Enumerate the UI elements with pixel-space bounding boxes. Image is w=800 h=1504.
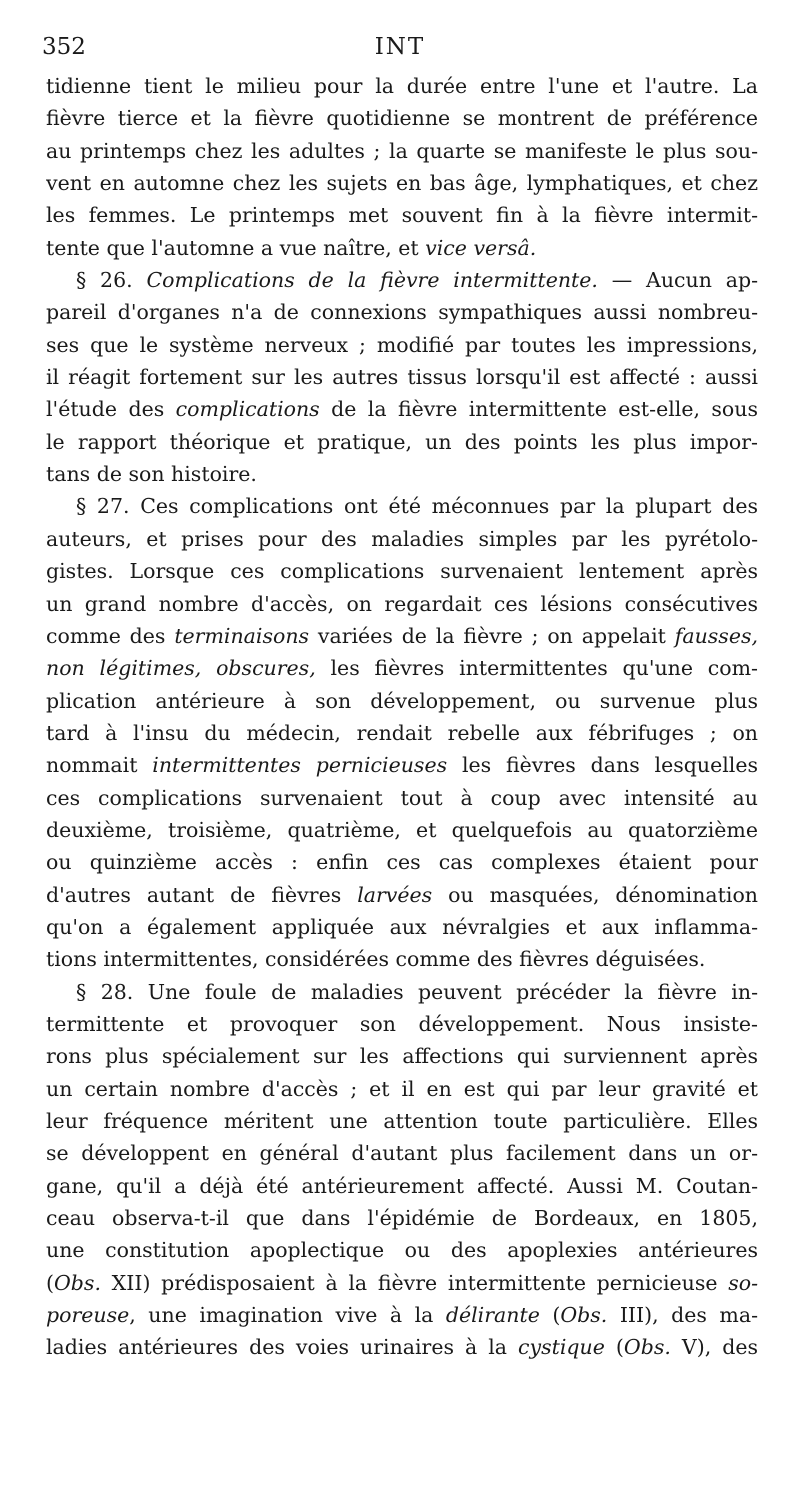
text-segment: les femmes. Le printemps met souvent fin à la fièvre intermit- — [46, 203, 758, 228]
text-line — [46, 1170, 758, 1202]
running-head: INT — [374, 34, 426, 60]
italic-text: poreuse — [46, 1303, 130, 1328]
text-line — [46, 264, 758, 296]
text-line — [46, 814, 758, 846]
text-segment: de la fièvre intermittente est-elle, sous — [319, 397, 758, 422]
text-segment: § 28. Une foule de maladies peuvent précéder la fièvre in- — [76, 979, 758, 1004]
text-segment: tans de son histoire. — [46, 462, 257, 487]
text-segment: vent en automne chez les sujets en bas âge, lymphatiques, et chez — [46, 171, 758, 196]
text-segment: fièvre tierce et la fièvre quotidienne se montrent de préférence — [46, 106, 758, 131]
text-line — [46, 296, 758, 328]
text-segment: les fièvres intermittentes qu'une com- — [315, 656, 758, 681]
text-segment: § 26. — [76, 268, 147, 293]
text-segment: tidienne tient le milieu pour la durée entre l'une et l'autre. La — [46, 74, 758, 98]
text-line — [46, 232, 758, 264]
text-segment: un certain nombre d'accès ; et il en est qui par leur gravité et — [46, 1076, 758, 1101]
italic-text: complications — [175, 397, 320, 422]
text-segment: auteurs, et prises pour des maladies simples par les pyrétolo- — [46, 526, 758, 551]
text-line — [46, 393, 758, 425]
text-segment: ceau observa-t-il que dans l'épidémie de Bordeaux, en 1805, — [46, 1206, 758, 1231]
text-segment: III), des ma- — [607, 1303, 758, 1328]
text-line — [46, 1234, 758, 1266]
text-line — [46, 1073, 758, 1105]
text-segment: il réagit fortement sur les autres tissus lorsqu'il est affecté : aussi — [46, 365, 758, 390]
text-line — [46, 749, 758, 781]
page-header — [42, 34, 758, 64]
text-segment: ( — [539, 1303, 561, 1328]
italic-text: cystique — [518, 1335, 605, 1360]
text-line — [46, 652, 758, 684]
text-segment: tente que l'automne a vue naître, et — [46, 235, 426, 260]
text-line — [46, 911, 758, 943]
text-segment: l'étude des — [46, 397, 176, 422]
text-line — [46, 717, 758, 749]
text-line — [46, 426, 758, 458]
text-line — [46, 361, 758, 393]
text-segment: variées de la fièvre ; on appelait — [309, 623, 675, 648]
text-line — [46, 490, 758, 522]
text-line — [46, 329, 758, 361]
text-segment: qu'on a également appliquée aux névralgies et aux inflamma- — [46, 914, 758, 939]
text-line — [46, 620, 758, 652]
text-line — [46, 70, 758, 102]
text-segment: ( — [604, 1335, 624, 1360]
italic-text: intermittentes pernicieuses — [152, 753, 448, 778]
italic-text: larvées — [357, 882, 433, 907]
text-line — [46, 1008, 758, 1040]
text-line — [46, 458, 758, 490]
text-segment: comme des — [46, 623, 175, 648]
text-segment: ladies antérieures des voies urinaires à la — [46, 1335, 519, 1360]
text-line — [46, 1137, 758, 1169]
text-segment: , une imagination vive à la — [129, 1303, 446, 1328]
text-segment: XII) prédisposaient à la fièvre intermittente pernicieuse — [100, 1270, 729, 1295]
text-segment: tard à l'insu du médecin, rendait rebelle aux fébrifuges ; on — [46, 720, 758, 745]
italic-text: Complications de la fièvre intermittente. — [146, 268, 598, 293]
text-segment: plication antérieure à son développement, ou survenue plus — [46, 688, 758, 713]
text-segment: § 27. Ces complications ont été méconnues par la plupart des — [76, 494, 758, 519]
text-segment: deuxième, troisième, quatrième, et quelquefois au quatorzième — [46, 817, 758, 842]
text-segment: termittente et provoquer son développement. Nous insiste- — [46, 1011, 758, 1036]
italic-text: vice versâ. — [425, 235, 537, 260]
text-line — [46, 199, 758, 231]
text-segment: le rapport théorique et pratique, un des points les plus impor- — [46, 429, 758, 454]
text-segment: rons plus spécialement sur les affections qui surviennent après — [46, 1044, 758, 1069]
text-line — [46, 102, 758, 134]
text-line — [46, 976, 758, 1008]
text-segment: nommait — [46, 753, 153, 778]
text-line — [46, 879, 758, 911]
text-line — [46, 523, 758, 555]
text-segment: au printemps chez les adultes ; la quarte se manifeste le plus sou- — [46, 138, 758, 163]
italic-text: délirante — [445, 1303, 540, 1328]
text-line — [46, 1105, 758, 1137]
text-segment: leur fréquence méritent une attention toute particulière. Elles — [46, 1109, 758, 1133]
text-line — [46, 943, 758, 975]
text-line — [46, 555, 758, 587]
italic-text: fausses, — [674, 623, 758, 648]
text-line — [46, 685, 758, 717]
italic-text: Obs. — [623, 1335, 671, 1360]
text-line — [46, 1299, 758, 1331]
text-segment: ses que le système nerveux ; modifié par toutes les impressions, — [46, 332, 758, 357]
text-segment: d'autres autant de fièvres — [46, 882, 358, 907]
text-line — [46, 1331, 758, 1363]
page-number: 352 — [42, 34, 86, 60]
italic-text: Obs. — [54, 1270, 101, 1295]
text-line — [46, 846, 758, 878]
text-segment: — Aucun ap- — [597, 268, 758, 293]
text-line — [46, 1040, 758, 1072]
body-text — [46, 70, 758, 1364]
text-line — [46, 782, 758, 814]
text-segment: une constitution apoplectique ou des apoplexies antérieures — [46, 1238, 758, 1263]
text-segment: ou quinzième accès : enfin ces cas complexes étaient pour — [46, 850, 758, 875]
italic-text: so- — [728, 1270, 758, 1295]
text-segment: les fièvres dans lesquelles — [447, 753, 758, 778]
text-segment: tions intermittentes, considérées comme des fièvres déguisées. — [46, 947, 706, 972]
text-segment: gistes. Lorsque ces complications survenaient lentement après — [46, 559, 758, 584]
italic-text: non légitimes, obscures, — [46, 656, 316, 681]
text-segment: V), des — [670, 1335, 758, 1360]
text-segment: un grand nombre d'accès, on regardait ces lésions consécutives — [46, 591, 758, 616]
text-segment: gane, qu'il a déjà été antérieurement affecté. Aussi M. Coutan- — [46, 1173, 758, 1198]
italic-text: Obs. — [560, 1303, 608, 1328]
text-segment: ( — [46, 1270, 54, 1295]
text-line — [46, 1267, 758, 1299]
text-line — [46, 135, 758, 167]
italic-text: terminaisons — [174, 623, 310, 648]
text-segment: ou masquées, dénomination — [432, 882, 758, 907]
text-line — [46, 167, 758, 199]
text-line — [46, 588, 758, 620]
text-segment: ces complications survenaient tout à coup avec intensité au — [46, 785, 758, 810]
text-line — [46, 1202, 758, 1234]
text-segment: se développent en général d'autant plus facilement dans un or- — [46, 1141, 758, 1166]
text-segment: pareil d'organes n'a de connexions sympathiques aussi nombreu- — [46, 300, 758, 325]
